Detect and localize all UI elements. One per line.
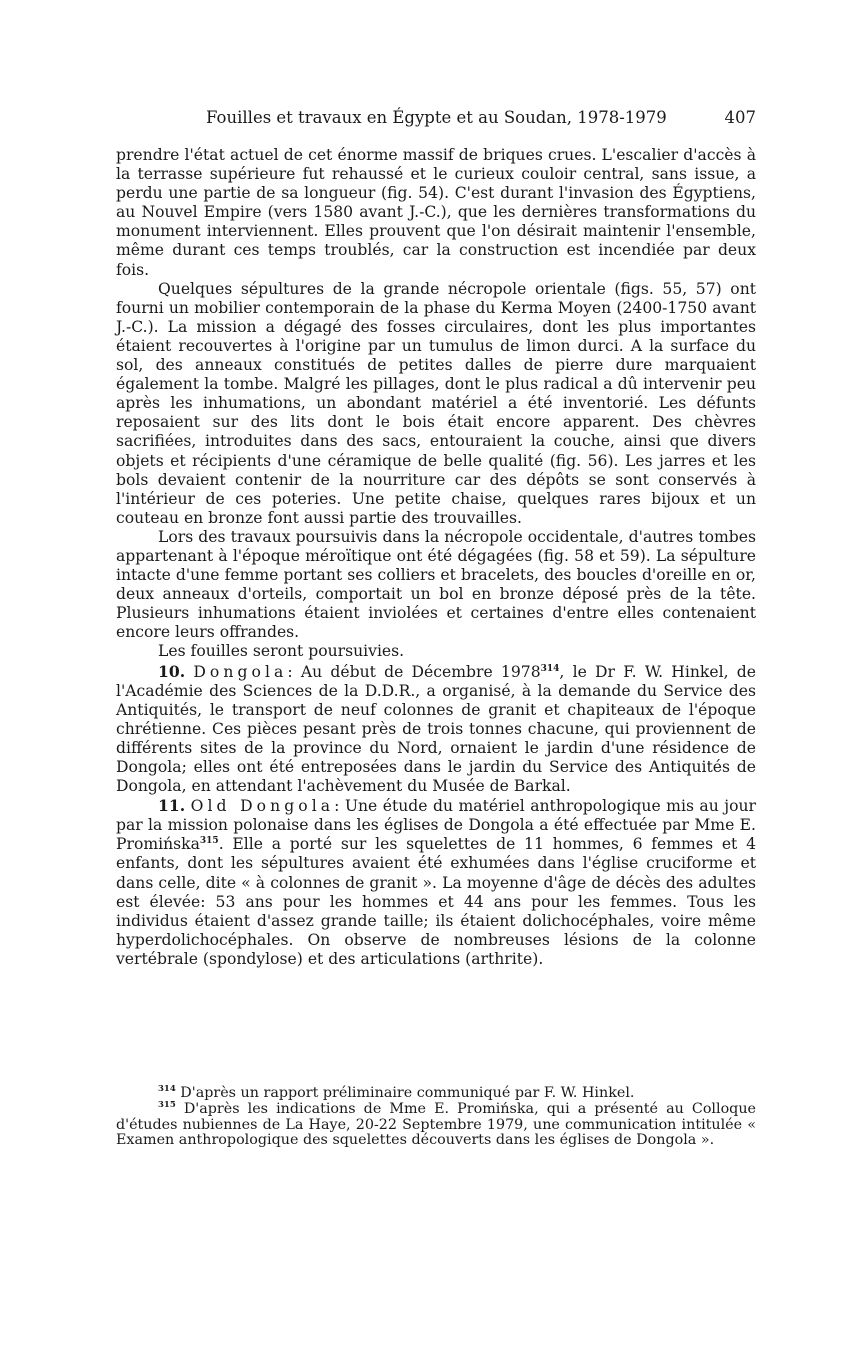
footnote (116, 1102, 756, 1149)
body-text (116, 146, 756, 969)
footnote (116, 1086, 756, 1102)
section-text: : Une étude du matériel anthropologique mis au jour par la mission polonaise dans les églises de Dongola a été effectuée par Mme E. Promińska (116, 797, 756, 854)
section-10 (116, 662, 756, 797)
footnote-text: D'après un rapport préliminaire communiqué par F. W. Hinkel. (180, 1085, 635, 1101)
paragraph: Lors des travaux poursuivis dans la nécropole occidentale, d'autres tombes appartenant à l'époque méroïtique ont été dégagées (fig. 58 et 59). La sépulture intacte d'une femme portant ses colliers et bracelets, des boucles d'oreille en or, deux anneaux d'orteils, comportait un bol en bronze déposé près de la tête. Plusieurs inhumations étaient inviolées et certaines d'entre elles contenaient encore leurs offrandes. (116, 527, 756, 642)
footnote-mark: 314 (158, 1084, 176, 1095)
site-name: Dongola (193, 662, 288, 681)
footnotes (116, 1086, 756, 1149)
footnote-mark: 315 (158, 1100, 176, 1111)
running-title: Fouilles et travaux en Égypte et au Soudan, 1978-1979 (206, 108, 667, 127)
section-11 (116, 796, 756, 969)
paragraph: Quelques sépultures de la grande nécropole orientale (figs. 55, 57) ont fourni un mobilier contemporain de la phase du Kerma Moyen (2400-1750 avant J.-C.). La mission a dégagé des fosses circulaires, dont les plus importantes étaient recouvertes à l'origine par un tumulus de limon durci. A la surface du sol, des anneaux constitués de petites dalles de pierre dure marquaient également la tombe. Malgré les pillages, dont le plus radical a dû intervenir peu après les inhumations, un abondant matériel a été inventorié. Les défunts reposaient sur des lits dont le bois était encore apparent. Des chèvres sacrifiées, introduites dans des sacs, entouraient la couche, ainsi que divers objets et récipients d'une céramique de belle qualité (fig. 56). Les jarres et les bols devaient contenir de la nourriture car des dépôts se sont conservés à l'intérieur de ces poteries. Une petite chaise, quelques rares bijoux et un couteau en bronze font aussi partie des trouvailles. (116, 279, 756, 527)
paragraph: Les fouilles seront poursuivies. (158, 642, 405, 661)
section-number: 10. (158, 661, 186, 681)
footnote-ref[interactable]: 315 (199, 836, 219, 847)
page-number: 407 (724, 108, 756, 127)
paragraph: prendre l'état actuel de cet énorme massif de briques crues. L'escalier d'accès à la terrasse supérieure fut rehaussé et le curieux couloir central, sans issue, a perdu une partie de sa longueur (fig. 54). C'est durant l'invasion des Égyptiens, au Nouvel Empire (vers 1580 avant J.-C.), que les dernières transformations du monument interviennent. Elles prouvent que l'on désirait maintenir l'ensemble, même durant ces temps troublés, car la construction est incendiée par deux fois. (116, 146, 756, 279)
site-name: Old Dongola (190, 797, 335, 816)
section-number: 11. (158, 796, 186, 816)
section-text: : Au début de Décembre 1978 (287, 662, 541, 681)
footnote-text: D'après les indications de Mme E. Promińska, qui a présenté au Colloque d'études nubiennes de La Haye, 20-22 Septembre 1979, une communication intitulée « Examen anthropologique des squelettes découverts dans les églises de Dongola ». (116, 1100, 756, 1149)
section-text: , le Dr F. W. Hinkel, de l'Académie des Sciences de la D.D.R., a organisé, à la demande du Service des Antiquités, le transport de neuf colonnes de granit et chapiteaux de l'époque chrétienne. Ces pièces pesant près de trois tonnes chacune, qui proviennent de différents sites de la province du Nord, ornaient le jardin d'une résidence de Dongola; elles ont été entreposées dans le jardin du Service des Antiquités de Dongola, en attendant l'achèvement du Musée de Barkal. (116, 662, 756, 796)
section-text: . Elle a porté sur les squelettes de 11 hommes, 6 femmes et 4 enfants, dont les sépultures avaient été exhumées dans l'église cruciforme et dans celle, dite « à colonnes de granit ». La moyenne d'âge de décès des adultes est élevée: 53 ans pour les hommes et 44 ans pour les femmes. Tous les individus étaient d'assez grande taille; ils étaient dolichocéphales, voire même hyperdolichocéphales. On observe de nombreuses lésions de la colonne vertébrale (spondylose) et des articulations (arthrite). (116, 835, 756, 968)
footnote-ref[interactable]: 314 (540, 663, 560, 674)
